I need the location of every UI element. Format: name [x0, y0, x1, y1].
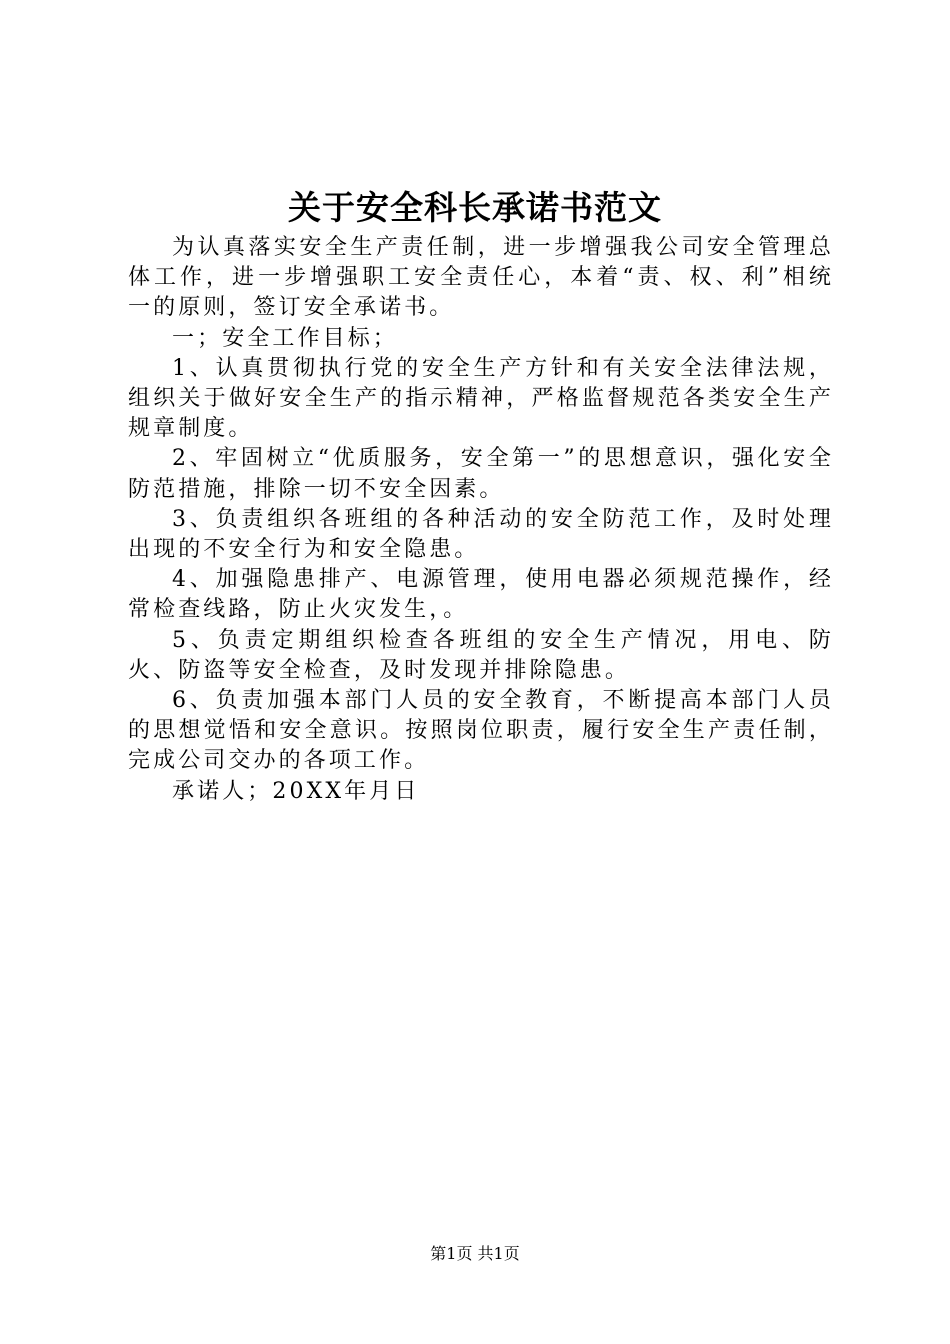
paragraph-item-2: 2、牢固树立“优质服务，安全第一”的思想意识，强化安全防范措施，排除一切不安全因素。 [128, 446, 834, 502]
paragraph-item-5: 5、负责定期组织检查各班组的安全生产情况，用电、防火、防盗等安全检查，及时发现并排除隐患。 [128, 627, 834, 683]
paragraph-item-4: 4、加强隐患排产、电源管理，使用电器必须规范操作，经常检查线路，防止火灾发生，。 [128, 567, 834, 623]
paragraph-goal-heading: 一；安全工作目标； [172, 325, 398, 351]
paragraph-item-3: 3、负责组织各班组的各种活动的安全防范工作，及时处理出现的不安全行为和安全隐患。 [128, 506, 834, 563]
paragraph-item-6: 6、负责加强本部门人员的安全教育，不断提高本部门人员的思想觉悟和安全意识。按照岗位职责，履行安全生产责任制，完成公司交办的各项工作。 [128, 688, 834, 774]
signature-line: 承诺人；20XX年月日 [172, 778, 420, 804]
paragraph-intro: 为认真落实安全生产责任制，进一步增强我公司安全管理总体工作，进一步增强职工安全责任心，本着“责、权、利”相统一的原则，签订安全承诺书。 [128, 235, 834, 321]
page-title: 关于安全科长承诺书范文 [288, 188, 662, 227]
document-body [128, 233, 834, 807]
paragraph-item-1: 1、认真贯彻执行党的安全生产方针和有关安全法律法规，组织关于做好安全生产的指示精神，严格监督规范各类安全生产规章制度。 [128, 355, 834, 442]
page-footer: 第1页 共1页 [430, 1244, 520, 1263]
